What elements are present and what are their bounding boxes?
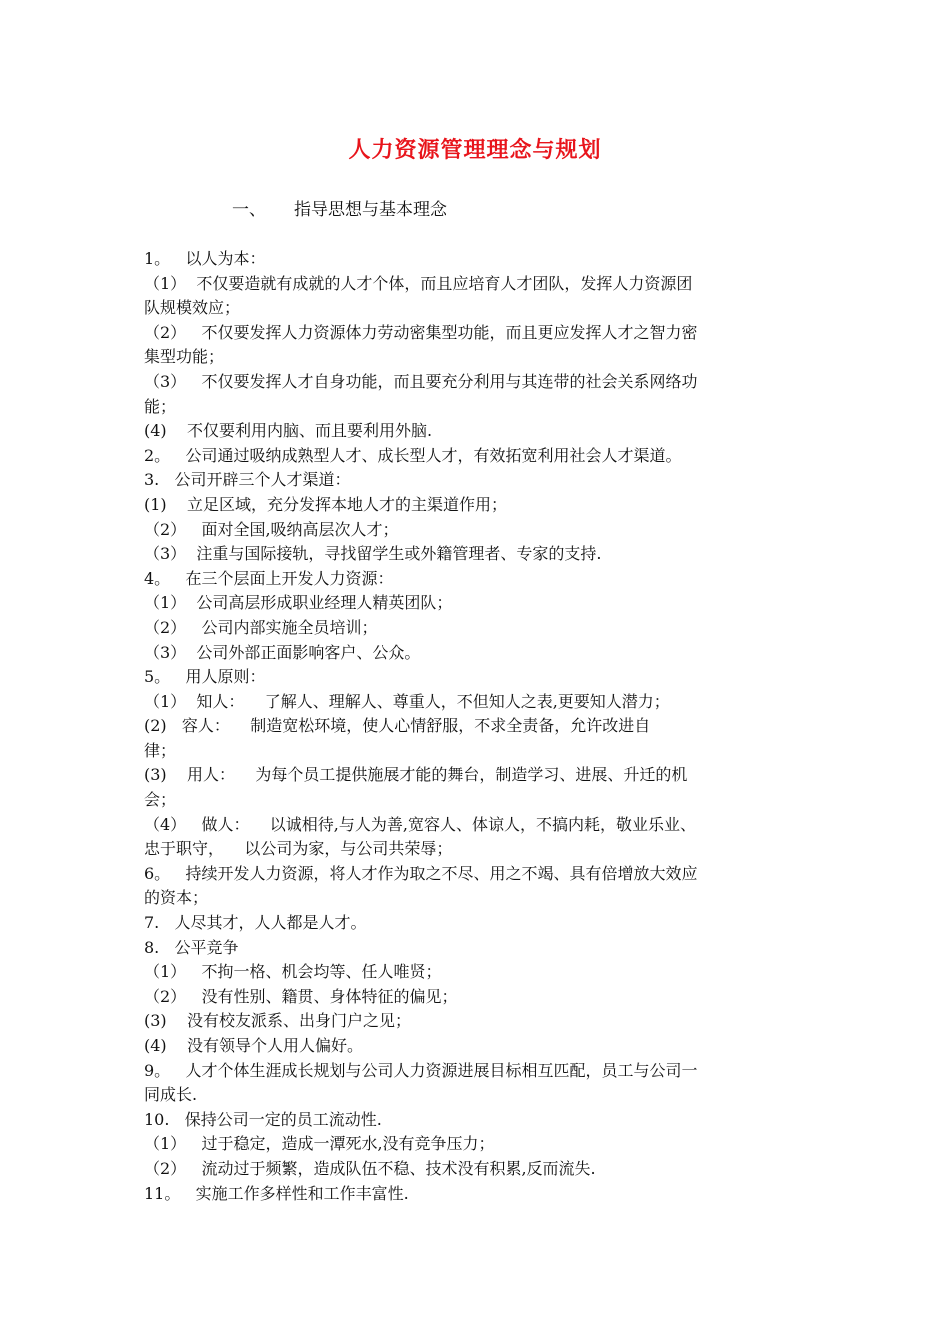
body-line: （3） 不仅要发挥人才自身功能，而且要充分利用与其连带的社会关系网络功 [144, 371, 698, 391]
body-line: 集型功能； [144, 347, 225, 367]
body-line: （2） 不仅要发挥人力资源体力劳动密集型功能，而且更应发挥人才之智力密 [144, 322, 698, 342]
body-line: 8. 公平竞争 [144, 937, 239, 957]
body-line: 律； [144, 740, 177, 760]
body-line: 能； [144, 396, 177, 416]
body-line: （1） 不拘一格、机会均等、任人唯贤； [144, 962, 442, 982]
body-line: 6。 持续开发人力资源，将人才作为取之不尽、用之不竭、具有倍增放大效应 [144, 863, 698, 883]
body-line: 同成长. [144, 1085, 198, 1105]
body-line: (2) 容人： 制造宽松环境，使人心情舒服，不求全责备，允许改进自 [144, 716, 651, 736]
body-line: （1） 不仅要造就有成就的人才个体，而且应培育人才团队，发挥人力资源团 [144, 273, 693, 293]
body-line: 10. 保持公司一定的员工流动性. [144, 1109, 382, 1129]
section-heading-text: 指导思想与基本理念 [294, 200, 447, 220]
body-line: 忠于职守， 以公司为家，与公司共荣辱； [144, 839, 453, 859]
body-line: (4) 不仅要利用内脑、而且要利用外脑. [144, 421, 433, 441]
document-body [144, 247, 812, 1206]
body-line: 3. 公司开辟三个人才渠道： [144, 470, 351, 490]
body-line: （4） 做人： 以诚相待,与人为善,宽容人、体谅人，不搞内耗，敬业乐业、 [144, 814, 696, 834]
body-line: 4。 在三个层面上开发人力资源： [144, 568, 394, 588]
body-line: 5。 用人原则： [144, 667, 266, 687]
body-line: （2） 公司内部实施全员培训； [144, 617, 378, 637]
body-line: （2） 流动过于频繁，造成队伍不稳、技术没有积累,反而流失. [144, 1158, 596, 1178]
body-line: 1。 以人为本： [144, 249, 266, 268]
body-line: （3） 注重与国际接轨，寻找留学生或外籍管理者、专家的支持. [144, 544, 602, 564]
body-line: 2。 公司通过吸纳成熟型人才、成长型人才，有效拓宽利用社会人才渠道。 [144, 445, 682, 465]
body-line: (3) 没有校友派系、出身门户之见； [144, 1011, 412, 1031]
section-number: 一、 [232, 200, 266, 220]
body-line: 队规模效应； [144, 298, 241, 318]
body-line: （1） 过于稳定，造成一潭死水,没有竞争压力； [144, 1134, 495, 1154]
body-line: (4) 没有领导个人用人偏好。 [144, 1036, 364, 1055]
document-title: 人力资源管理理念与规划 [348, 137, 602, 163]
body-line: （2） 面对全国,吸纳高层次人才； [144, 519, 399, 539]
body-line: 7. 人尽其才，人人都是人才。 [144, 913, 367, 933]
body-line: (1) 立足区域，充分发挥本地人才的主渠道作用； [144, 494, 508, 514]
body-line: （2） 没有性别、籍贯、身体特征的偏见； [144, 986, 458, 1006]
body-line: (3) 用人： 为每个员工提供施展才能的舞台，制造学习、进展、升迁的机 [144, 765, 688, 785]
body-line: 9。 人才个体生涯成长规划与公司人力资源进展目标相互匹配，员工与公司一 [144, 1060, 698, 1080]
body-line: （1） 知人： 了解人、理解人、尊重人，不但知人之表,更要知人潜力； [144, 691, 670, 711]
body-line: 会； [144, 790, 177, 810]
body-line: （3） 公司外部正面影响客户、公众。 [144, 642, 421, 662]
body-line: （1） 公司高层形成职业经理人精英团队； [144, 593, 453, 613]
section-heading [232, 197, 447, 223]
body-line: 的资本； [144, 888, 209, 908]
body-line: 11。 实施工作多样性和工作丰富性. [144, 1183, 409, 1203]
